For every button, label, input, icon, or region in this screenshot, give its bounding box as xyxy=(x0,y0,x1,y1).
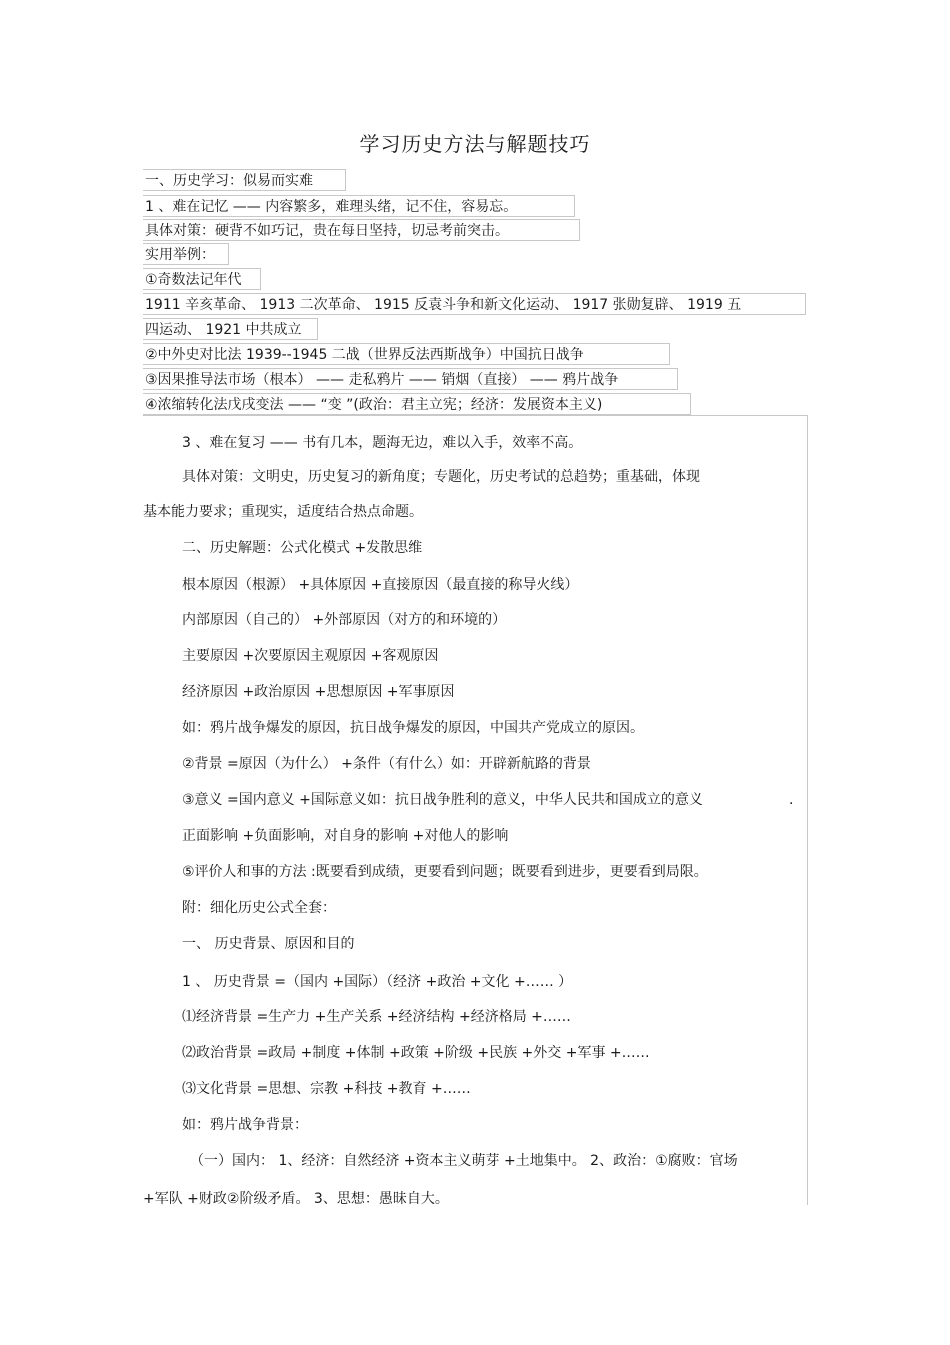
domestic-background-cont: +军队 +财政②阶级矛盾。 3、思想：愚昧自大。 xyxy=(143,1191,449,1207)
evaluation-method: ⑤评价人和事的方法 :既要看到成绩，更要看到问题；既要看到进步，更要看到局限。 xyxy=(182,864,708,880)
section2-heading: 二、历史解题：公式化模式 +发散思维 xyxy=(182,540,423,556)
domestic-background: （一）国内： 1、经济：自然经济 +资本主义萌芽 +土地集中。 2、政治：①腐败：官场 xyxy=(190,1153,738,1169)
method-comparison: ②中外史对比法 1939--1945 二战（世界反法西斯战争）中国抗日战争 xyxy=(143,343,670,365)
formula-political-background: ⑵政治背景 =政局 +制度 +体制 +政策 +阶级 +民族 +外交 +军事 +…… xyxy=(182,1045,650,1061)
review-strategy: 具体对策：文明史，历史复习的新角度；专题化，历史考试的总趋势；重基础，体现 xyxy=(182,469,700,485)
trailing-dot: . xyxy=(789,792,794,808)
difficulty-review: 3 、难在复习 —— 书有几本，题海无边，难以入手，效率不高。 xyxy=(182,435,583,451)
formula-economic-background: ⑴经济背景 =生产力 +生产关系 +经济结构 +经济格局 +…… xyxy=(182,1009,571,1025)
formula-economic-cause: 经济原因 +政治原因 +思想原因 +军事原因 xyxy=(182,684,455,700)
document-title: 学习历史方法与解题技巧 xyxy=(359,132,591,156)
formula-background: ②背景 =原因（为什么） +条件（有什么）如：开辟新航路的背景 xyxy=(182,756,591,772)
formula-impact: 正面影响 +负面影响，对自身的影响 +对他人的影响 xyxy=(182,828,509,844)
difficulty-memory: 1 、难在记忆 —— 内容繁多，难理头绪，记不住，容易忘。 xyxy=(143,195,575,217)
method-causation: ③因果推导法市场（根本） —— 走私鸦片 —— 销烟（直接） —— 鸦片战争 xyxy=(143,368,678,390)
appendix-heading: 附：细化历史公式全套： xyxy=(182,900,336,916)
formula-cultural-background: ⑶文化背景 =思想、宗教 +科技 +教育 +…… xyxy=(182,1081,471,1097)
strategy-text: 具体对策：硬背不如巧记，贵在每日坚持，切忌考前突击。 xyxy=(143,219,580,241)
cause-examples: 如：鸦片战争爆发的原因，抗日战争爆发的原因，中国共产党成立的原因。 xyxy=(182,720,644,736)
years-line-2: 四运动、 1921 中共成立 xyxy=(143,318,318,340)
method-odd-years: ①奇数法记年代 xyxy=(143,268,261,290)
formula-historical-background: 1 、 历史背景 =（国内 +国际）（经济 +政治 +文化 +…… ） xyxy=(182,974,573,990)
formula-significance: ③意义 =国内意义 +国际意义如：抗日战争胜利的意义，中华人民共和国成立的意义 xyxy=(182,792,703,808)
opium-war-background-label: 如：鸦片战争背景： xyxy=(182,1117,308,1133)
appendix-section1: 一、 历史背景、原因和目的 xyxy=(182,936,355,952)
review-strategy-cont: 基本能力要求；重现实，适度结合热点命题。 xyxy=(143,504,423,520)
examples-label: 实用举例： xyxy=(143,243,229,265)
section-heading: 一、历史学习：似易而实难 xyxy=(143,169,346,191)
formula-root-cause: 根本原因（根源） +具体原因 +直接原因（最直接的称导火线） xyxy=(182,577,579,593)
formula-internal-cause: 内部原因（自己的） +外部原因（对方的和环境的） xyxy=(182,612,507,628)
formula-main-cause: 主要原因 +次要原因主观原因 +客观原因 xyxy=(182,648,439,664)
method-condense: ④浓缩转化法戊戌变法 —— “变 ”(政治：君主立宪；经济：发展资本主义) xyxy=(143,393,691,415)
years-line-1: 1911 辛亥革命、 1913 二次革命、 1915 反袁斗争和新文化运动、 1917 张勋复辟、 1919 五 xyxy=(143,293,806,315)
